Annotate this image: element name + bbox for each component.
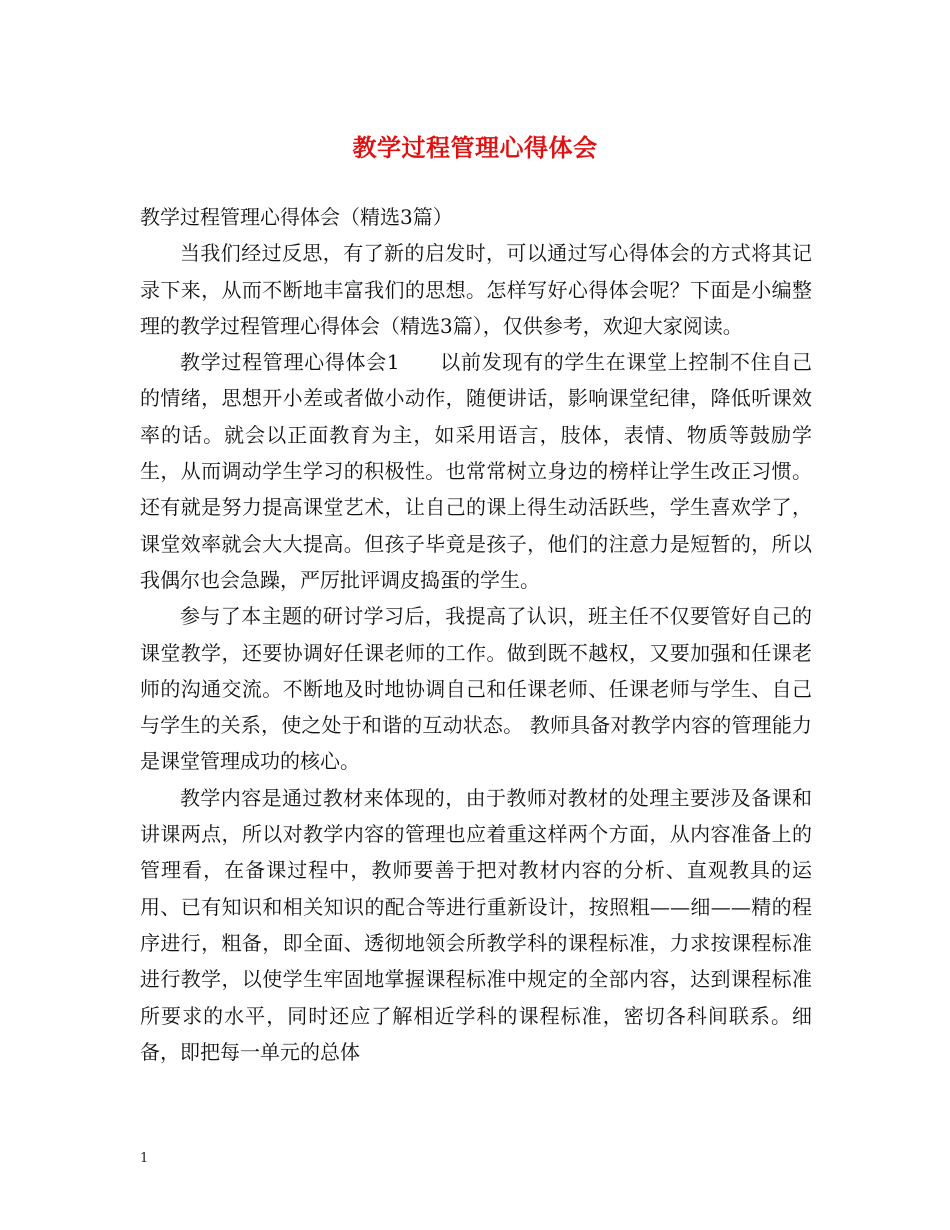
page-title: 教学过程管理心得体会 <box>352 133 598 162</box>
section-1-text: 以前发现有的学生在课堂上控制不住自己的情绪，思想开小差或者做小动作，随便讲话，影响课堂纪律，降低听课效率的话。就会以正面教育为主，如采用语言，肢体，表情、物质等鼓励学生，从而调动学生学习的积极性。也常常树立身边的榜样让学生改正习惯。还有就是努力提高课堂艺术，让自己的课上得生动活跃些，学生喜欢学了，课堂效率就会大大提高。但孩子毕竟是孩子，他们的注意力是短暂的，所以我偶尔也会急躁，严厉批评调皮捣蛋的学生。 <box>140 350 812 592</box>
document-body <box>140 199 812 1070</box>
paragraph-2: 参与了本主题的研讨学习后，我提高了认识，班主任不仅要管好自己的课堂教学，还要协调好任课老师的工作。做到既不越权，又要加强和任课老师的沟通交流。不断地及时地协调自己和任课老师、任课老师与学生、自己与学生的关系，使之处于和谐的互动状态。 教师具备对教学内容的管理能力是课堂管理成功的核心。 <box>140 604 812 774</box>
page-number: 1 <box>140 1151 149 1166</box>
document-subtitle: 教学过程管理心得体会（精选3篇） <box>140 205 453 229</box>
section-1-heading: 教学过程管理心得体会1 <box>180 350 400 375</box>
section-1-paragraph <box>140 344 812 598</box>
paragraph-3: 教学内容是通过教材来体现的，由于教师对教材的处理主要涉及备课和讲课两点，所以对教学内容的管理也应着重这样两个方面，从内容准备上的管理看，在备课过程中，教师要善于把对教材内容的分析、直观教具的运用、已有知识和相关知识的配合等进行重新设计，按照粗——细——精的程序进行，粗备，即全面、透彻地领会所教学科的课程标准，力求按课程标准进行教学，以使学生牢固地掌握课程标准中规定的全部内容，达到课程标准所要求的水平，同时还应了解相近学科的课程标准，密切各科间联系。细备，即把每一单元的总体 <box>140 785 812 1064</box>
intro-paragraph: 当我们经过反思，有了新的启发时，可以通过写心得体会的方式将其记录下来，从而不断地丰富我们的思想。怎样写好心得体会呢？下面是小编整理的教学过程管理心得体会（精选3篇），仅供参考，欢迎大家阅读。 <box>140 241 812 338</box>
